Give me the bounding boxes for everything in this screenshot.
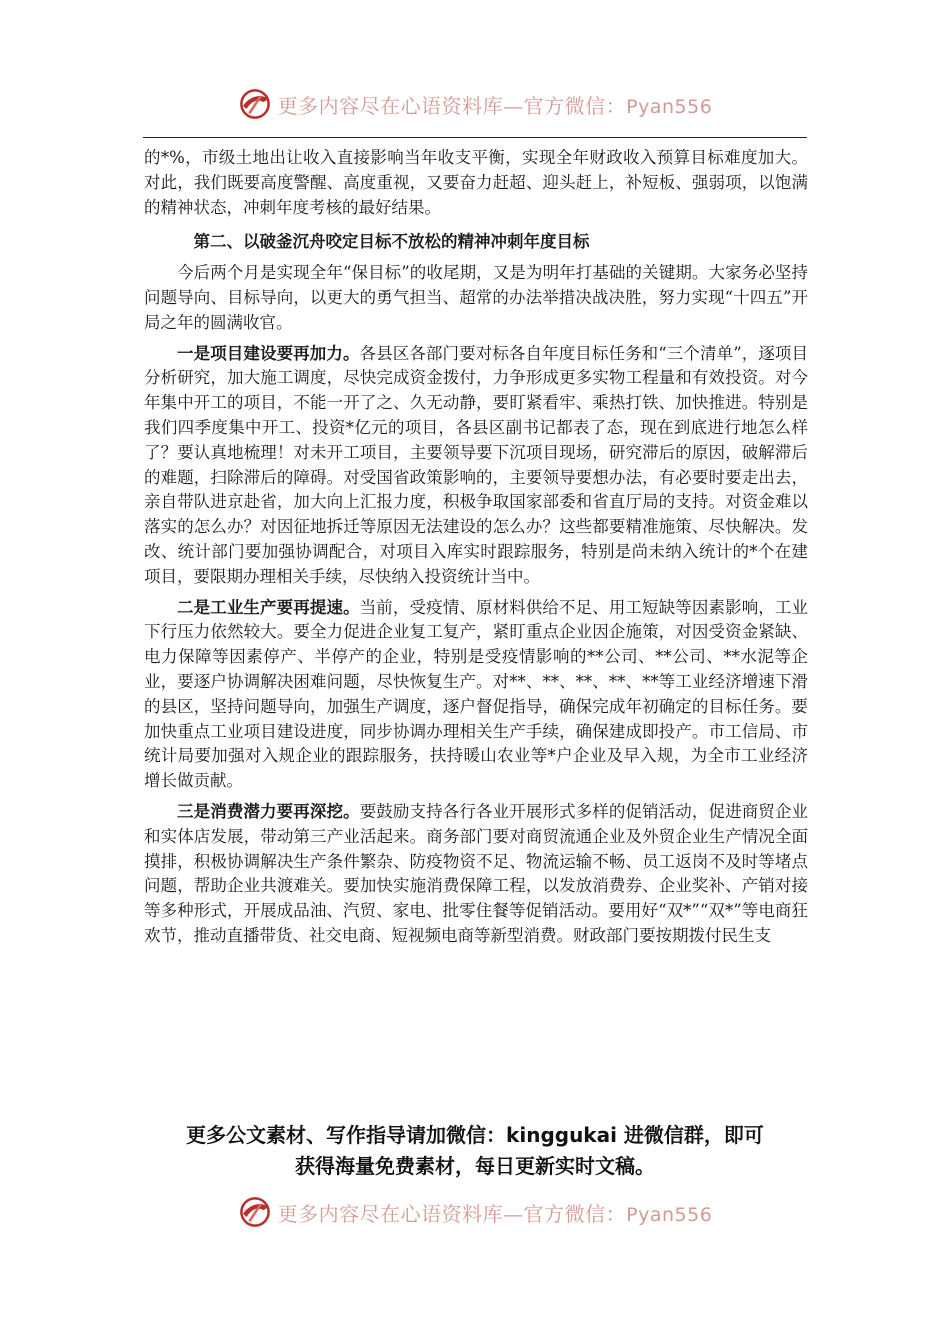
paragraph-intro: 今后两个月是实现全年“保目标”的收尾期，又是为明年打基础的关键期。大家务必坚持问题导向、目标导向，以更大的勇气担当、超常的办法举措决战决胜，努力实现“十四五”开局之年的圆满收官。 [144, 263, 808, 332]
footer-banner [0, 1192, 950, 1232]
brand-logo-icon [238, 1195, 272, 1229]
paragraph-project-construction: 一是项目建设要再加力。各县区各部门要对标各自年度目标任务和“三个清单”，逐项目分析研究，加大施工调度，尽快完成资金拨付，力争形成更多实物工程量和有效投资。对今年集中开工的项目，不能一开了之、久无动静，要盯紧看牢、乘热打铁、加快推进。特别是我们四季度集中开工、投资*亿元的项目，各县区副书记都表了态，现在到底进行地怎么样了？要认真地梳理！对未开工项目，主要领导要下沉项目现场，研究滞后的原因，破解滞后的难题，扫除滞后的障碍。对受国省政策影响的，主要领导要想办法，有必要时要走出去，亲自带队进京赴省，加大向上汇报力度，积极争取国家部委和省直厅局的支持。对资金难以落实的怎么办？对因征地拆迁等原因无法建设的怎么办？这些都要精准施策、尽快解决。发改、统计部门要加强协调配合，对项目入库实时跟踪服务，特别是尚未纳入统计的*个在建项目，要限期办理相关手续，尽快纳入投资统计当中。 [144, 343, 809, 586]
header-divider [143, 137, 807, 138]
paragraph-lead: 二是工业生产要再提速。 [177, 597, 360, 617]
document-body [144, 146, 808, 949]
paragraph-consumption: 三是消费潜力要再深挖。要鼓励支持各行各业开展形式多样的促销活动，促进商贸企业和实体店发展，带动第三产业活起来。商务部门要对商贸流通企业及外贸企业生产情况全面摸排，积极协调解决生产条件繁杂、防疫物资不足、物流运输不畅、员工返岗不及时等堵点问题，帮助企业共渡难关。要加快实施消费保障工程，以发放消费券、企业奖补、产销对接等多种形式，开展成品油、汽贸、家电、批零住餐等促销活动。要用好“双*”“双*”等电商狂欢节，推动直播带货、社交电商、短视频电商等新型消费。财政部门要按期拨付民生支 [144, 801, 809, 945]
header-banner [0, 84, 950, 124]
paragraph-continued: 的*%，市级土地出让收入直接影响当年收支平衡，实现全年财政收入预算目标难度加大。对此，我们既要高度警醒、高度重视，又要奋力赶超、迎头赶上，补短板、强弱项，以饱满的精神状态，冲刺年度考核的最好结果。 [144, 148, 808, 217]
promo-notice [150, 1120, 800, 1182]
paragraph-lead: 一是项目建设要再加力。 [177, 343, 360, 363]
paragraph-industrial-production: 二是工业生产要再提速。当前，受疫情、原材料供给不足、用工短缺等因素影响，工业下行压力依然较大。要全力促进企业复工复产，紧盯重点企业因企施策，对因受资金紧缺、电力保障等因素停产、半停产的企业，特别是受疫情影响的**公司、**公司、**水泥等企业，要逐户协调解决困难问题，尽快恢复生产。对**、**、**、**、**等工业经济增速下滑的县区，坚持问题导向，加强生产调度，逐户督促指导，确保完成年初确定的目标任务。要加快重点工业项目建设进度，同步协调办理相关生产手续，确保建成即投产。市工信局、市统计局要加强对入规企业的跟踪服务，扶持暖山农业等*户企业及早入规，为全市工业经济增长做贡献。 [144, 597, 809, 791]
paragraph-lead: 三是消费潜力要再深挖。 [177, 801, 360, 821]
brand-logo-icon [238, 87, 272, 121]
promo-line: 更多公文素材、写作指导请加微信：kinggukai 进微信群，即可 [186, 1123, 764, 1147]
header-banner-text: 更多内容尽在心语资料库—官方微信：Pyan556 [277, 93, 713, 118]
promo-line: 获得海量免费素材，每日更新实时文稿。 [295, 1154, 655, 1178]
section-heading: 第二、以破釜沉舟咬定目标不放松的精神冲刺年度目标 [193, 232, 590, 252]
footer-banner-text: 更多内容尽在心语资料库—官方微信：Pyan556 [277, 1201, 713, 1226]
